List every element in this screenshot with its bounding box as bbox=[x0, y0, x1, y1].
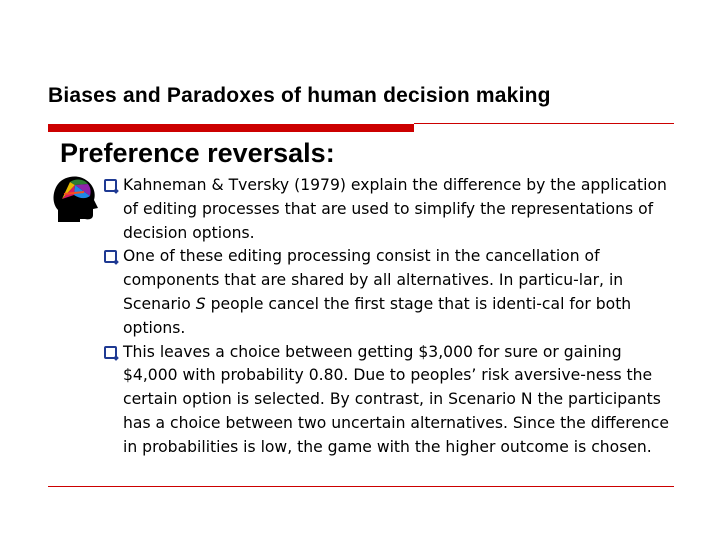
bullet-text-part: One of these editing processing consist in the cancellation of components that are shared by all alternatives. In particu-lar, in Scenario bbox=[123, 247, 624, 313]
bullet-item bbox=[104, 341, 678, 460]
title-underline-thin bbox=[414, 123, 674, 124]
checkbox-bullet-icon bbox=[104, 346, 117, 359]
section-heading: Preference reversals: bbox=[60, 138, 335, 168]
bullet-item bbox=[104, 245, 678, 340]
bullet-text: Kahneman & Tversky (1979) explain the difference by the application of editing processes that are used to simplify the representations of decision options. bbox=[123, 176, 667, 242]
bullet-text-part: people cancel the first stage that is identi-cal for both options. bbox=[123, 294, 632, 337]
bullet-text: This leaves a choice between getting $3,000 for sure or gaining $4,000 with probability 0.80. Due to peoples’ risk aversive-ness the certain option is selected. By contrast, in Scenario N the participants has a choice between two uncertain alternatives. Since the difference in probabilities is low, the game with the higher outcome is chosen. bbox=[123, 342, 669, 456]
checkbox-bullet-icon bbox=[104, 250, 117, 263]
slide-title: Biases and Paradoxes of human decision making bbox=[48, 84, 551, 107]
title-underline-thick bbox=[48, 124, 414, 132]
bullet-text bbox=[123, 247, 631, 336]
bottom-rule bbox=[48, 486, 674, 487]
checkbox-bullet-icon bbox=[104, 179, 117, 192]
head-silhouette-icon bbox=[48, 172, 102, 230]
bullet-item bbox=[104, 174, 678, 245]
scenario-label: S bbox=[195, 294, 206, 313]
bullet-list bbox=[104, 174, 678, 460]
